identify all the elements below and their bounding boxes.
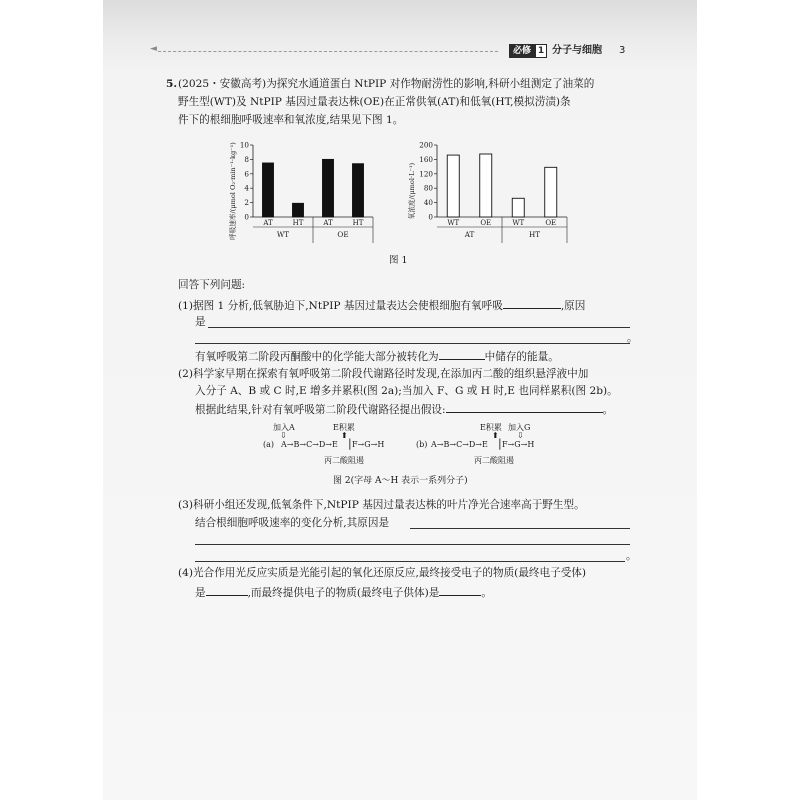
q2-line-3 — [195, 401, 613, 417]
fig2b-add-arrow-icon: ⇩ — [517, 431, 524, 440]
x-tick-label: AT — [323, 219, 333, 227]
x-tick-label: WT — [512, 219, 525, 227]
y-tick-label: 4 — [244, 183, 249, 193]
fig2a-block-bar: | — [348, 437, 352, 450]
q1-line-2: 是 — [195, 316, 206, 328]
fig2b-accum-label: E积累 — [480, 423, 502, 432]
q2-line-2: 入分子 A、B 或 C 时,E 增多并累积(图 2a);当加入 F、G 或 H 时,E 也同样累积(图 2b)。 — [195, 385, 618, 397]
chart1-bars — [263, 159, 364, 217]
fig2b-label: (b) — [416, 440, 428, 449]
bar — [545, 167, 557, 217]
fig2a-label: (a) — [263, 440, 275, 449]
y-tick-label: 200 — [419, 140, 433, 150]
header-divider — [158, 51, 498, 52]
q1-line-4-text-a: 有氧呼吸第二阶段丙酮酸中的化学能大部分被转化为 — [195, 351, 439, 363]
fig2a-chain: A→B→C→D→E — [281, 440, 338, 449]
y-tick-label: 10 — [239, 140, 249, 150]
bar — [323, 159, 334, 217]
x-tick-label: HT — [352, 219, 364, 227]
y-tick-label: 0 — [428, 212, 433, 222]
figure2-caption: 图 2(字母 A～H 表示一系列分子) — [333, 476, 468, 486]
group-label: OE — [337, 230, 349, 239]
q1-line-3-end: 。 — [627, 332, 638, 344]
fig2b-block-bar: | — [498, 437, 502, 450]
group-label: AT — [464, 230, 475, 239]
q4-text-c: 。 — [481, 587, 492, 599]
q3-answer-line-2[interactable] — [195, 544, 630, 545]
bar — [353, 164, 364, 217]
bar — [447, 155, 459, 217]
q1-answer-line-2[interactable] — [195, 343, 630, 344]
header-badge: 必修 — [509, 44, 535, 58]
fig2a-add-arrow-icon: ⇩ — [280, 431, 287, 440]
q1-answer-line-1[interactable] — [208, 327, 630, 328]
q4-line-2 — [195, 584, 492, 600]
header-chapter-title: 分子与细胞 — [552, 45, 602, 56]
question-intro-line-2: 野生型(WT)及 NtPIP 基因过量表达株(OE)在正常供氧(AT)和低氧(HT,模拟涝渍)条 — [178, 96, 571, 108]
fig2b-add-label: 加入G — [508, 423, 531, 432]
q1-text-b: ,原因 — [560, 300, 586, 312]
bar — [512, 198, 524, 217]
q2-text-a: 根据此结果,针对有氧呼吸第二阶段代谢路径提出假设: — [195, 404, 446, 416]
y-tick-label: 80 — [423, 183, 433, 193]
chart2-y-ticks — [419, 141, 437, 222]
figure1-oxygen-chart — [405, 135, 575, 247]
q4-text-a: 是 — [195, 587, 206, 599]
header-arrow-icon: ◄ — [150, 44, 157, 54]
figure1-caption: 图 1 — [389, 255, 408, 266]
header-badge-number: 1 — [535, 44, 547, 58]
q2-hypothesis-blank[interactable] — [446, 401, 603, 413]
group-label: HT — [528, 230, 541, 239]
q1-line-4 — [195, 348, 559, 364]
x-tick-label: OE — [480, 219, 492, 227]
q3-answer-line-3[interactable] — [195, 561, 625, 562]
y-tick-label: 40 — [423, 198, 433, 208]
fig2a-accum-arrow-icon: ⬆ — [341, 431, 348, 440]
y-tick-label: 6 — [244, 169, 249, 179]
question-intro-line-3: 件下的根细胞呼吸速率和氧浓度,结果见下图 1。 — [178, 114, 404, 126]
bar — [263, 163, 274, 217]
q1-line-4-text-b: 中储存的能量。 — [484, 351, 559, 363]
chart1-y-ticks — [240, 141, 253, 222]
bar — [480, 154, 492, 217]
y-tick-label: 8 — [244, 154, 249, 164]
q4-line-1: (4)光合作用光反应实质是光能引起的氧化还原反应,最终接受电子的物质(最终电子受体) — [178, 567, 587, 579]
x-tick-label: WT — [447, 219, 460, 227]
q1-blank-2[interactable] — [439, 348, 485, 360]
group-label: WT — [276, 230, 290, 239]
y-tick-label: 160 — [419, 154, 433, 164]
q1-blank-1[interactable] — [503, 297, 561, 309]
q2-text-b: 。 — [602, 404, 614, 416]
x-tick-label: HT — [292, 219, 304, 227]
fig2a-block-label: 丙二酸阻遏 — [324, 456, 364, 465]
question-intro-line-1: (2025・安徽高考)为探究水通道蛋白 NtPIP 对作物耐涝性的影响,科研小组测定了油菜的 — [178, 78, 595, 90]
chart2-bars — [447, 154, 557, 217]
q3-answer-line-1[interactable] — [410, 528, 630, 529]
fig2a-chain-tail: F→G→H — [352, 440, 385, 449]
q4-blank-2[interactable] — [439, 584, 481, 596]
q2-line-1: (2)科学家早期在探索有氧呼吸第二阶段代谢路径时发现,在添加丙二酸的组织悬浮液中加 — [178, 368, 589, 380]
y-tick-label: 120 — [419, 169, 433, 179]
fig2b-block-label: 丙二酸阻遏 — [474, 456, 514, 465]
question-number: 5. — [166, 78, 178, 90]
q1-text-a: (1)据图 1 分析,低氧胁迫下,NtPIP 基因过量表达会使根细胞有氧呼吸 — [178, 300, 503, 312]
q3-line-4-end: 。 — [626, 550, 637, 562]
q1-line-1 — [178, 297, 585, 313]
figure1-respiration-chart — [225, 135, 385, 247]
header-page-number: 3 — [619, 45, 626, 56]
y-tick-label: 0 — [244, 212, 249, 222]
fig2b-accum-arrow-icon: ⬆ — [492, 431, 499, 440]
bar — [293, 203, 304, 217]
fig2b-chain: A→B→C→D→E — [431, 440, 488, 449]
fig2b-chain-tail: F→G→H — [502, 440, 535, 449]
y-tick-label: 2 — [244, 198, 249, 208]
left-margin — [0, 0, 103, 800]
chart1-ylabel: 呼吸速率/(μmol O₂·min⁻¹·kg⁻¹) — [229, 142, 237, 240]
q3-line-1: (3)科研小组还发现,低氧条件下,NtPIP 基因过量表达株的叶片净光合速率高于野生型。 — [178, 499, 585, 511]
q3-line-2: 结合根细胞呼吸速率的变化分析,其原因是 — [195, 517, 390, 529]
chart2-ylabel: 氧浓度/(μmol·L⁻¹) — [408, 162, 416, 220]
q4-text-b: ,而最终提供电子的物质(最终电子供体)是 — [247, 587, 440, 599]
fig2a-accum-label: E积累 — [333, 423, 355, 432]
fig2a-add-label: 加入A — [273, 423, 295, 432]
right-margin — [697, 0, 800, 800]
x-tick-label: OE — [545, 219, 557, 227]
q4-blank-1[interactable] — [206, 584, 248, 596]
x-tick-label: AT — [263, 219, 273, 227]
questions-prompt: 回答下列问题: — [178, 279, 246, 291]
